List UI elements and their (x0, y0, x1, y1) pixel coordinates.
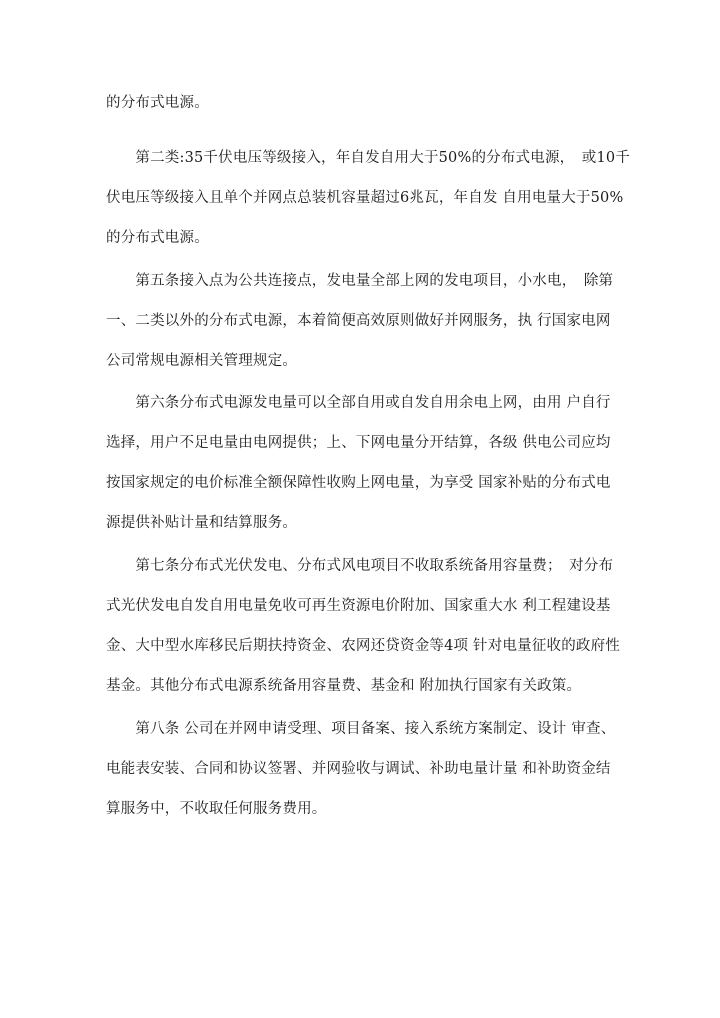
text-line: 源提供补贴计量和结算服务。 (106, 515, 298, 531)
paragraph-article-five (106, 261, 626, 381)
text-line: 第六条分布式电源发电量可以全部自用或自发自用余电上网，由用 户自行 (106, 395, 611, 411)
text-line: 算服务中，不收取任何服务费用。 (106, 801, 327, 817)
paragraph-article-six (106, 383, 626, 543)
paragraph-continuation (106, 83, 626, 123)
text-line: 一、二类以外的分布式电源，本着简便高效原则做好并网服务，执 行国家电网 (106, 313, 611, 329)
text-line: 伏电压等级接入且单个并网点总装机容量超过6兆瓦，年自发 自用电量大于50% (106, 190, 624, 206)
paragraph-article-eight (106, 709, 626, 829)
text-line: 按国家规定的电价标准全额保障性收购上网电量，为享受 国家补贴的分布式电 (106, 475, 611, 491)
text-line: 基金。其他分布式电源系统备用容量费、基金和 附加执行国家有关政策。 (106, 678, 582, 694)
text-line: 第八条 公司在并网申请受理、项目备案、接入系统方案制定、设计 审查、 (106, 721, 616, 737)
text-line: 公司常规电源相关管理规定。 (106, 353, 298, 369)
paragraph-category-two (106, 138, 631, 258)
paragraph-article-seven (106, 546, 626, 706)
text-line: 金、大中型水库移民后期扶持资金、农网还贷资金等4项 针对电量征收的政府性 (106, 638, 621, 654)
text-line: 电能表安装、合同和协议签署、并网验收与调试、补助电量计量 和补助资金结 (106, 761, 611, 777)
text-line: 第二类:35千伏电压等级接入，年自发自用大于50%的分布式电源， 或10千 (106, 150, 631, 166)
text-line: 第七条分布式光伏发电、分布式风电项目不收取系统备用容量费； 对分布 (106, 558, 614, 574)
text-line: 的分布式电源。 (106, 230, 209, 246)
text-line: 的分布式电源。 (106, 95, 209, 111)
text-line: 第五条接入点为公共连接点，发电量全部上网的发电项目，小水电， 除第 (106, 273, 614, 289)
text-line: 式光伏发电自发自用电量免收可再生资源电价附加、国家重大水 利工程建设基 (106, 598, 611, 614)
text-line: 选择，用户不足电量由电网提供；上、下网电量分开结算，各级 供电公司应均 (106, 435, 611, 451)
